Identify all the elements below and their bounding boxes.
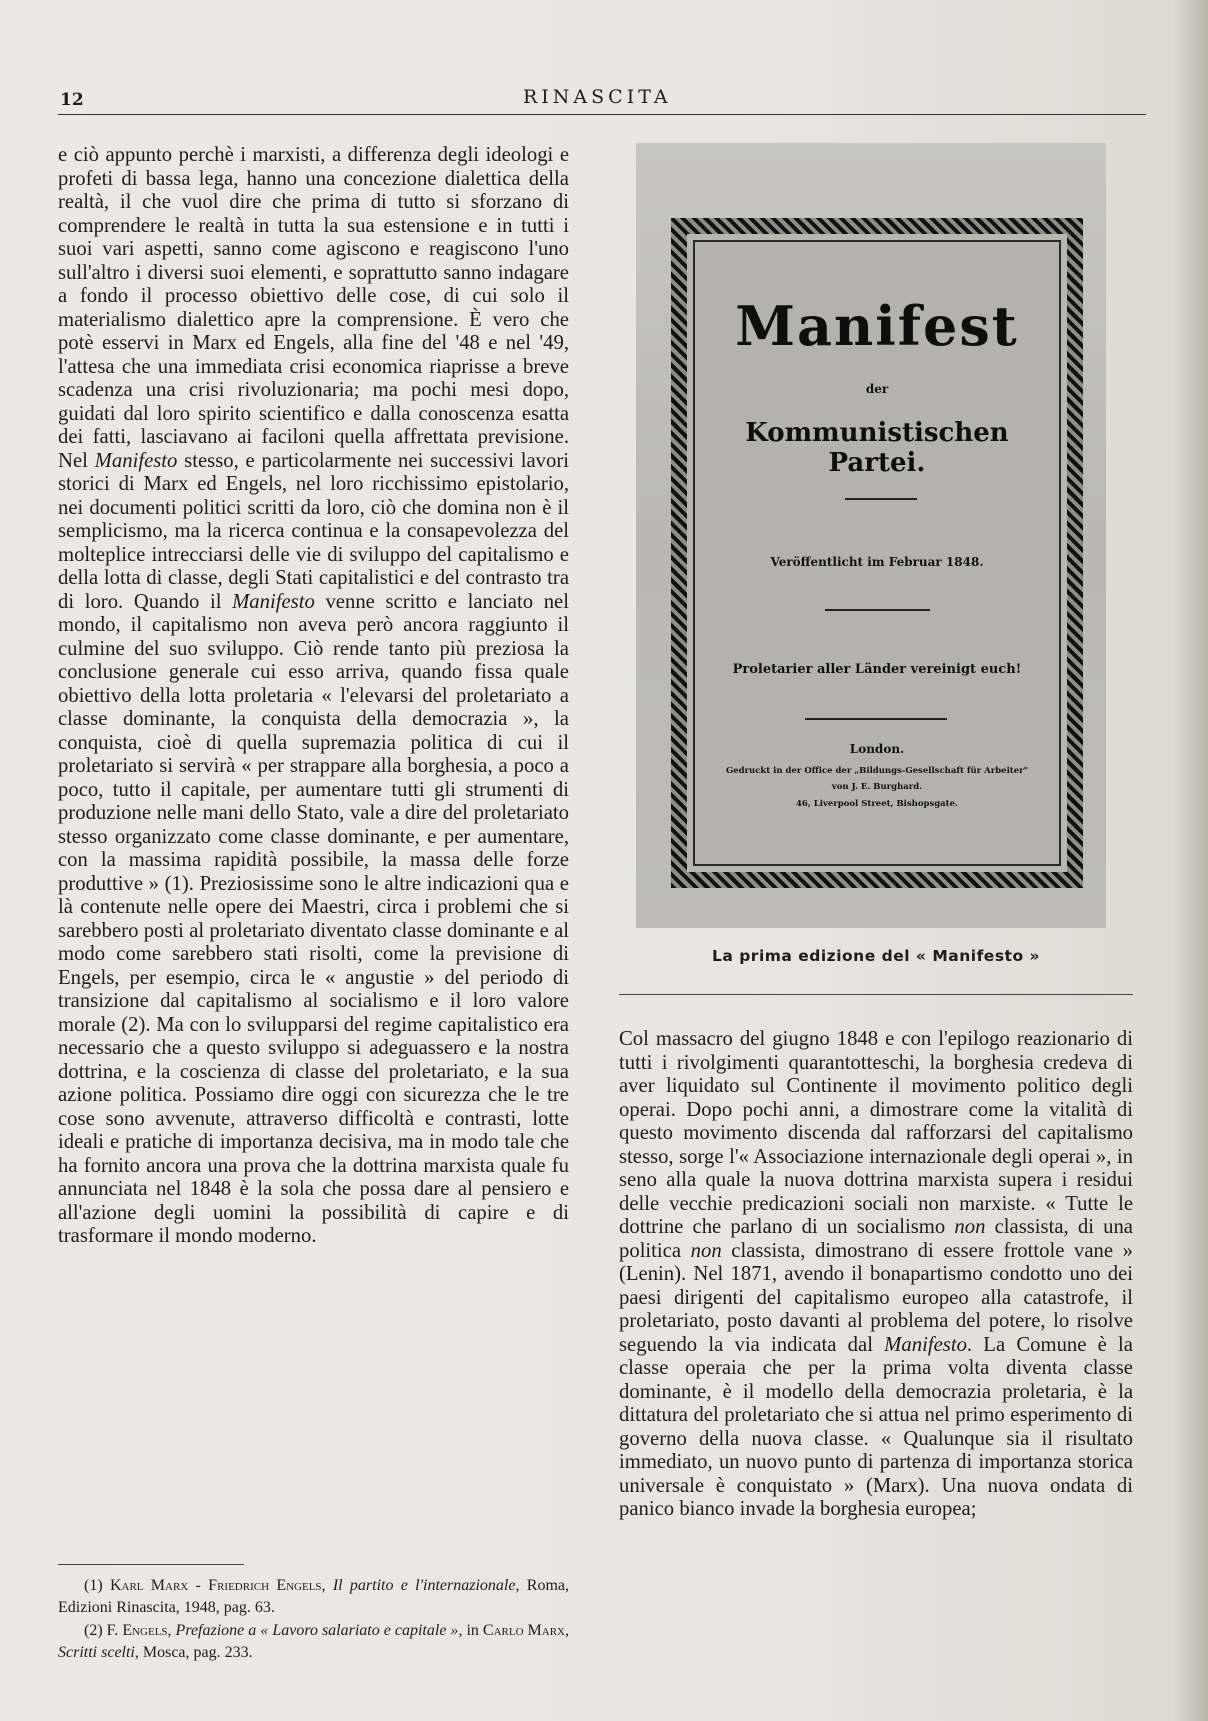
text-run: Col massacro del giugno 1848 e con l'epilogo reazionario di tutti i rivolgimenti quarantotteschi, la borghesia credeva di aver liquidato sul Continente il movimento politico degli operai. Dopo pochi anni, a dimostrare come la vitalità di questo movimento discenda dal rafforzarsi del capitalismo stesso, sorge l'« Associazione internazionale degli operai », in seno alla quale la nuova dottrina marxista supera i residui delle vecchie predicazioni sociali non marxiste. « Tutte le dottrine che parlano di un socialismo [619, 1028, 1133, 1238]
footnote-author: Engels [122, 1622, 168, 1639]
footnote-author: Karl Marx - Friedrich Engels [109, 1577, 322, 1594]
cover-rule [845, 498, 917, 500]
text-run: , Mosca, pag. 233. [134, 1644, 253, 1661]
cover-imprint-line: von J. E. Burghard. [831, 782, 923, 792]
figure-caption: La prima edizione del « Manifesto » [711, 947, 1041, 965]
left-column [58, 144, 569, 1249]
caption-rule [619, 994, 1133, 995]
cover-title-manifest: Manifest [735, 294, 1019, 358]
text-run: , [321, 1577, 333, 1594]
text-run: classista, dimostrano di essere frottole vane » (Lenin). Nel 1871, avendo il bonapartismo condotto uno dei paesi dirigenti del capitalismo europeo alla catastrofe, il proletariato, posto davanti al problema del potere, lo risolve seguendo la via indicata dal [619, 1239, 1133, 1356]
footnote-2 [58, 1620, 569, 1664]
text-run: . La Comune è la classe operaia che per la prima volta diventa classe dominante, è il modello della democrazia proletaria, è la dittatura del proletariato che si attua nel primo esperimento di governo della nuova classe. « Qualunque sia il risultato immediato, un nuovo punto di partenza di importanza storica universale è conquistato » (Marx). Una nuova ondata di panico bianco invade la borghesia europea; [619, 1333, 1133, 1520]
footnotes [58, 1575, 569, 1665]
text-run: , [565, 1622, 570, 1639]
text-run: stesso, e particolarmente nei successivi lavori storici di Marx ed Engels, nel loro ricchissimo epistolario, nei documenti politici scritti da loro, ciò che domina non è il semplicismo, ma la ricerca continua e la consapevolezza del molteplice intrecciarsi delle vie di sviluppo del capitalismo e della lotta di classe, degli Stati capitalistici e del contrasto tra di loro. Quando il [58, 449, 570, 613]
left-column-text [58, 144, 569, 1249]
footnote-author: Carlo Marx [482, 1622, 566, 1639]
italic-title: Manifesto [884, 1333, 967, 1356]
right-column [619, 1028, 1133, 1522]
cover-imprint-line: 46, Liverpool Street, Bishopsgate. [796, 799, 958, 809]
running-title: RINASCITA [523, 86, 672, 108]
page-header [58, 86, 1146, 112]
footnote-title: Il partito e l'internazionale [332, 1577, 516, 1594]
ornamental-border [671, 218, 1083, 888]
footnote-title: Prefazione a « Lavoro salariato e capitale » [175, 1622, 459, 1639]
cover-rule [805, 718, 947, 720]
italic-word: non [954, 1216, 986, 1238]
italic-title: Manifesto [94, 449, 178, 472]
italic-title: Manifesto [232, 590, 315, 613]
text-run: e ciò appunto perchè i marxisti, a differenza degli ideologi e profeti di bassa lega, hanno una concezione dialettica della realtà, il che vuol dire che prima di tutto si sforzano di comprendere le realtà in tutta la sua estensione e in tutti i suoi vari aspetti, sanno come agiscono e reagiscono l'uno sull'altro i diversi suoi elementi, e soprattutto sanno indagare a fondo il processo obiettivo delle cose, di cui solo il materialismo dialettico apre la comprensione. È vero che potè esservi in Marx ed Engels, alla fine del '48 e nel '49, l'attesa che una immediata crisi economica riaprisse a breve scadenza una crisi rivoluzionaria; ma pochi mesi dopo, guidati dal loro spirito scientifico e dalla conoscenza esatta dei fatti, lasciavano ai faciloni quella affrettata previsione. Nel [58, 144, 569, 472]
text-run: (2) F. [84, 1622, 123, 1639]
cover-imprint-line: Gedruckt in der Office der „Bildungs-Gesellschaft für Arbeiter" [725, 766, 1029, 776]
header-rule [58, 114, 1146, 115]
cover-rule [825, 609, 930, 611]
cover-page [693, 240, 1061, 866]
cover-title-der: der [865, 382, 889, 396]
cover-title-party: Kommunistischen Partei. [745, 418, 1009, 478]
text-run: venne scritto e lanciato nel mondo, il capitalismo non aveva però ancora raggiunto il culmine del suo sviluppo. Ciò rende tanto più preziosa la conclusione generale cui esso arriva, quando fissa quale obiettivo della lotta proletaria « l'elevarsi del proletariato a classe dominante, la conquista della democrazia », la conquista, cioè di quella supremazia politica di cui il proletariato si servirà « per strappare alla borghesia, a poco a poco, tutto il capitale, per aumentare tutti gli strumenti di produzione nelle mani dello Stato, vale a dire del proletariato stesso organizzato come classe dominante, e per aumentare, con la massima rapidità possibile, la massa delle forze produttive » (1). Preziosissime sono le altre indicazioni qua e là contenute nelle opere dei Maestri, circa i problemi che si sarebbero posti al proletariato diventato classe dominante e al modo come sarebbero stati risolti, come la previsione di Engels, per esempio, circa le « angustie » del periodo di transizione dal capitalismo al socialismo e il loro valore morale (2). Ma con lo svilupparsi del regime capitalistico era necessario che a questo sviluppo si adeguassero e la nostra dottrina, e la coscienza di classe del proletariato, e la sua azione politica. Possiamo dire oggi con sicurezza che le tre cose sono avvenute, attraverso difficoltà e contrasti, lotte ideali e pratiche di importanza decisiva, ma in modo tale che ha fornito ancora una prova che la dottrina marxista quale fu annunciata nel 1848 è la sola che possa dare al pensiero e all'azione degli uomini la possibilità di capire e di trasformare il mondo moderno. [58, 590, 569, 1247]
footnote-1 [58, 1575, 569, 1619]
footnote-title: Scritti scelti [58, 1644, 135, 1661]
cover-motto: Proletarier aller Länder vereinigt euch! [732, 662, 1022, 677]
text-run: , in [458, 1622, 483, 1639]
footnote-rule [58, 1564, 244, 1565]
italic-word: non [690, 1239, 722, 1262]
text-run: , Roma, Edizioni Rinascita, 1948, pag. 63. [58, 1577, 569, 1616]
text-run: (1) [84, 1577, 110, 1594]
cover-publication-date: Veröffentlicht im Februar 1848. [770, 555, 984, 569]
text-run: classista, di una politica [619, 1216, 1133, 1262]
text-run: , [167, 1622, 176, 1639]
manifesto-cover-photo [636, 143, 1106, 928]
page-number: 12 [60, 90, 84, 110]
right-column-text [619, 1028, 1133, 1522]
cover-city: London. [849, 742, 905, 756]
